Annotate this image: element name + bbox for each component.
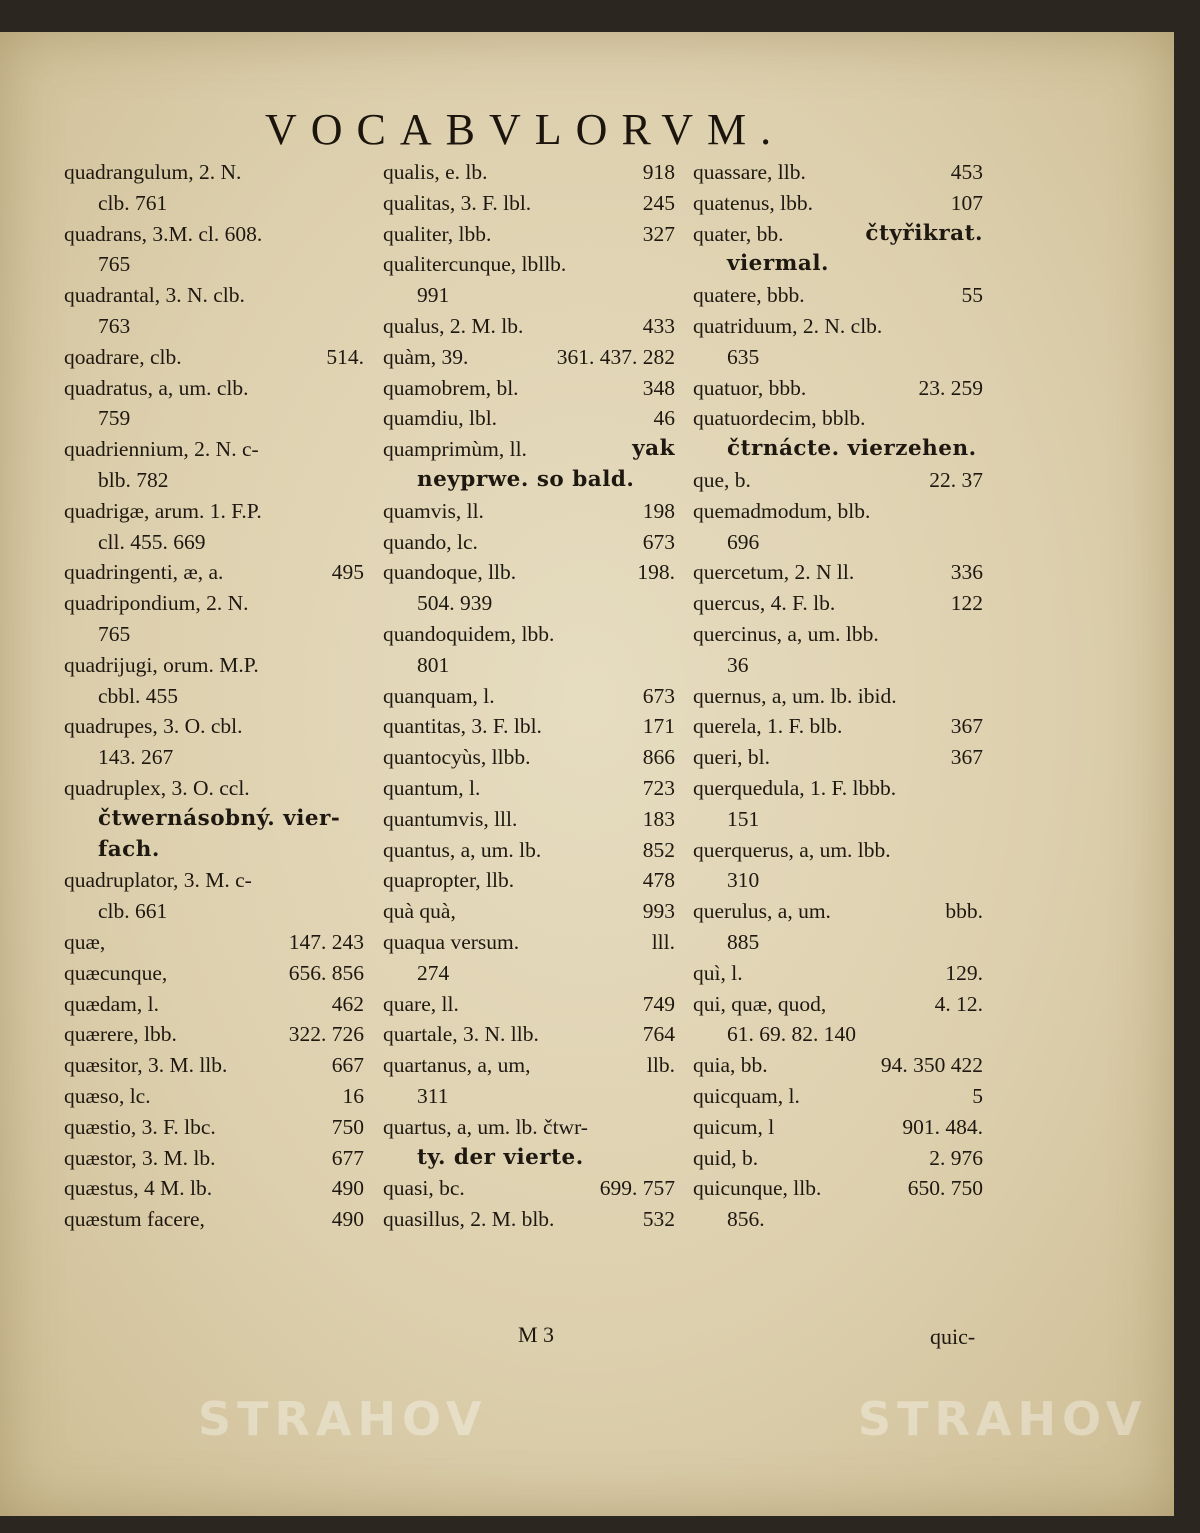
entry-ref: 16	[342, 1083, 364, 1108]
entry-term: quæstus, 4 M. lb.	[64, 1176, 213, 1201]
entry-row	[693, 249, 983, 280]
column-2	[383, 157, 675, 1235]
entry-term: qualis, e. lb.	[383, 160, 488, 184]
entry-term: quamvis, ll.	[383, 498, 484, 523]
entry-row	[693, 496, 983, 527]
entry-row	[383, 342, 675, 373]
entry-term: quàm, 39.	[383, 344, 469, 369]
entry-row	[64, 650, 364, 681]
entry-term: quædam, l.	[64, 991, 159, 1016]
entry-ref: 107	[950, 190, 983, 215]
entry-ref: 901. 484.	[902, 1114, 983, 1139]
entry-row	[383, 557, 675, 588]
entry-row	[64, 896, 364, 927]
entry-term: quercetum, 2. N ll.	[693, 560, 855, 585]
entry-term: ty. der vierte.	[417, 1144, 584, 1170]
entry-row	[693, 1050, 983, 1081]
entry-term: fach.	[98, 836, 160, 862]
entry-row	[64, 527, 364, 558]
entry-row	[383, 835, 675, 866]
entry-ref: 673	[642, 683, 675, 708]
entry-ref: 918	[642, 160, 675, 184]
entry-term: quicunque, llb.	[693, 1176, 822, 1201]
entry-ref: 532	[642, 1207, 675, 1232]
entry-term: 143. 267	[98, 745, 174, 770]
entry-row	[383, 373, 675, 404]
entry-row	[383, 1019, 675, 1050]
entry-term: quid, b.	[693, 1145, 759, 1170]
entry-term: quæstio, 3. F. lbc.	[64, 1114, 216, 1139]
entry-row	[64, 1173, 364, 1204]
entry-row	[693, 711, 983, 742]
entry-row	[64, 958, 364, 989]
entry-term: quadruplex, 3. O. ccl.	[64, 775, 250, 800]
entry-term: 36	[727, 652, 749, 677]
entry-row	[383, 958, 675, 989]
entry-row	[383, 496, 675, 527]
entry-ref: 750	[331, 1114, 364, 1139]
entry-term: 61. 69. 82. 140	[727, 1022, 856, 1047]
entry-row	[383, 1204, 675, 1235]
entry-row	[383, 804, 675, 835]
entry-row	[64, 465, 364, 496]
entry-row	[64, 835, 364, 866]
catchword: quic-	[930, 1324, 976, 1349]
entry-row	[693, 557, 983, 588]
entry-term: 696	[727, 529, 760, 554]
entry-ref: 673	[642, 529, 675, 554]
entry-term: cll. 455. 669	[98, 529, 206, 554]
entry-term: quaqua versum.	[383, 929, 520, 954]
watermark-right: STRAHOV	[858, 1392, 1148, 1446]
entry-term: quartus, a, um. lb. čtwr-	[383, 1114, 588, 1139]
entry-row	[64, 188, 364, 219]
entry-row	[693, 742, 983, 773]
entry-ref: 245	[642, 190, 675, 215]
entry-term: 991	[417, 283, 450, 308]
entry-ref: 433	[642, 313, 675, 338]
entry-row	[383, 1173, 675, 1204]
entry-term: 635	[727, 344, 760, 369]
entry-row	[383, 619, 675, 650]
entry-term: quadrupes, 3. O. cbl.	[64, 714, 243, 739]
entry-row	[64, 927, 364, 958]
entry-term: qualus, 2. M. lb.	[383, 313, 524, 338]
entry-ref: 478	[642, 868, 675, 893]
entry-ref: 2. 976	[929, 1145, 983, 1170]
entry-term: quantus, a, um. lb.	[383, 837, 542, 862]
entry-term: quercus, 4. F. lb.	[693, 591, 836, 616]
entry-row	[383, 188, 675, 219]
entry-row	[383, 742, 675, 773]
entry-term: quadriennium, 2. N. c-	[64, 437, 259, 462]
entry-term: neyprwe. so bald.	[417, 466, 635, 492]
entry-ref: 322. 726	[288, 1022, 364, 1047]
entry-term: 763	[98, 313, 131, 338]
entry-term: 310	[727, 868, 760, 893]
entry-term: quernus, a, um. lb. ibid.	[693, 683, 897, 708]
entry-term: quæcunque,	[64, 960, 168, 985]
entry-row	[693, 188, 983, 219]
entry-row	[383, 1050, 675, 1081]
page-header: VOCABVLORVM.	[265, 105, 786, 154]
entry-term: quamdiu, lbl.	[383, 406, 498, 431]
entry-row	[64, 157, 364, 188]
entry-ref: 183	[642, 806, 675, 831]
entry-term: 885	[727, 929, 760, 954]
entry-ref: 699. 757	[599, 1176, 675, 1201]
entry-row	[64, 311, 364, 342]
entry-term: quadratus, a, um. clb.	[64, 375, 249, 400]
entry-row	[383, 465, 675, 496]
entry-row	[64, 342, 364, 373]
entry-term: quantum, l.	[383, 775, 481, 800]
entry-ref: 852	[642, 837, 675, 862]
entry-row	[693, 280, 983, 311]
entry-row	[693, 527, 983, 558]
entry-term: quærere, lbb.	[64, 1022, 177, 1047]
entry-term: 801	[417, 652, 450, 677]
entry-ref: 462	[331, 991, 364, 1016]
entry-ref: 656. 856	[288, 960, 364, 985]
entry-term: 504. 939	[417, 591, 493, 616]
entry-term: quæ,	[64, 929, 106, 954]
entry-term: quæsitor, 3. M. llb.	[64, 1053, 228, 1078]
entry-row	[693, 1143, 983, 1174]
entry-ref: 147. 243	[288, 929, 364, 954]
entry-ref: 495	[331, 560, 364, 585]
entry-row	[383, 311, 675, 342]
entry-term: qualiter, lbb.	[383, 221, 492, 246]
entry-row	[383, 1081, 675, 1112]
entry-row	[383, 280, 675, 311]
entry-term: quando, lc.	[383, 529, 478, 554]
entry-term: čtrnácte. vierzehen.	[727, 436, 977, 462]
entry-ref: 4. 12.	[934, 991, 983, 1016]
entry-row	[693, 342, 983, 373]
entry-term: qoadrare, clb.	[64, 344, 182, 369]
entry-row	[693, 434, 983, 465]
entry-term: quadruplator, 3. M. c-	[64, 868, 252, 893]
entry-row	[383, 157, 675, 188]
entry-row	[64, 1019, 364, 1050]
entry-term: quia, bb.	[693, 1053, 768, 1078]
entry-ref: 453	[950, 160, 983, 184]
entry-row	[383, 711, 675, 742]
entry-term: quadrantal, 3. N. clb.	[64, 283, 245, 308]
entry-term: quatenus, lbb.	[693, 190, 814, 215]
entry-term: quæstum facere,	[64, 1207, 205, 1232]
entry-term: quartale, 3. N. llb.	[383, 1022, 539, 1047]
entry-ref: 723	[642, 775, 675, 800]
entry-row	[383, 1143, 675, 1174]
entry-row	[693, 311, 983, 342]
entry-row	[383, 865, 675, 896]
entry-term: 759	[98, 406, 131, 431]
entry-row	[383, 773, 675, 804]
entry-ref: 749	[642, 991, 675, 1016]
entry-ref: lll.	[651, 929, 675, 954]
entry-ref: 866	[642, 745, 675, 770]
entry-term: quadripondium, 2. N.	[64, 591, 249, 616]
entry-row	[64, 773, 364, 804]
entry-row	[693, 681, 983, 712]
entry-term: quanquam, l.	[383, 683, 495, 708]
entry-ref: 23. 259	[918, 375, 983, 400]
entry-ref: 367	[950, 745, 983, 770]
entry-ref: 122	[950, 591, 983, 616]
entry-term: qualitercunque, lbllb.	[383, 252, 567, 277]
entry-term: cbbl. 455	[98, 683, 179, 708]
entry-row	[693, 804, 983, 835]
entry-row	[693, 896, 983, 927]
entry-row	[64, 403, 364, 434]
entry-ref: 677	[331, 1145, 364, 1170]
entry-ref: 5	[972, 1083, 983, 1108]
entry-term: quemadmodum, blb.	[693, 498, 871, 523]
entry-term: viermal.	[727, 251, 829, 277]
entry-row	[693, 1112, 983, 1143]
entry-term: quatuor, bbb.	[693, 375, 807, 400]
entry-ref: 327	[642, 221, 675, 246]
entry-ref: 667	[331, 1053, 364, 1078]
entry-row	[693, 989, 983, 1020]
entry-ref: 490	[331, 1176, 364, 1201]
entry-row	[693, 650, 983, 681]
entry-row	[693, 157, 983, 188]
entry-row	[693, 1081, 983, 1112]
entry-row	[693, 403, 983, 434]
entry-term: querquedula, 1. F. lbbb.	[693, 775, 897, 800]
entry-term: qui, quæ, quod,	[693, 991, 827, 1016]
entry-row	[64, 742, 364, 773]
column-1	[64, 157, 364, 1235]
entry-ref: 94. 350 422	[880, 1053, 983, 1078]
entry-row	[693, 1019, 983, 1050]
entry-ref: yak	[632, 436, 675, 462]
entry-row	[64, 280, 364, 311]
entry-row	[383, 527, 675, 558]
entry-term: 311	[417, 1083, 449, 1108]
entry-term: querulus, a, um.	[693, 899, 831, 924]
entry-row	[64, 219, 364, 250]
entry-term: quamobrem, bl.	[383, 375, 519, 400]
entry-row	[64, 1050, 364, 1081]
book-page	[0, 32, 1174, 1516]
entry-row	[64, 373, 364, 404]
entry-term: quatuordecim, bblb.	[693, 406, 866, 431]
entry-term: quandoque, llb.	[383, 560, 517, 585]
entry-row	[383, 403, 675, 434]
entry-row	[64, 804, 364, 835]
entry-row	[383, 219, 675, 250]
entry-row	[383, 1112, 675, 1143]
entry-term: 765	[98, 252, 131, 277]
entry-term: quantumvis, lll.	[383, 806, 518, 831]
entry-term: querquerus, a, um. lbb.	[693, 837, 891, 862]
entry-ref: 129.	[945, 960, 983, 985]
entry-term: quadrijugi, orum. M.P.	[64, 652, 259, 677]
entry-term: quatere, bbb.	[693, 283, 805, 308]
entry-row	[693, 927, 983, 958]
entry-ref: llb.	[646, 1053, 675, 1078]
entry-ref: 198	[642, 498, 675, 523]
entry-row	[693, 219, 983, 250]
entry-row	[693, 1204, 983, 1235]
entry-ref: 367	[950, 714, 983, 739]
entry-row	[64, 1112, 364, 1143]
entry-row	[64, 681, 364, 712]
entry-ref: 361. 437. 282	[556, 344, 675, 369]
entry-ref: 198.	[637, 560, 675, 585]
entry-term: quandoquidem, lbb.	[383, 621, 555, 646]
entry-row	[383, 989, 675, 1020]
entry-term: quare, ll.	[383, 991, 459, 1016]
entry-row	[383, 927, 675, 958]
entry-row	[693, 588, 983, 619]
entry-term: quadrigæ, arum. 1. F.P.	[64, 498, 262, 523]
entry-ref: 993	[642, 899, 675, 924]
entry-term: quadringenti, æ, a.	[64, 560, 224, 585]
entry-term: 151	[727, 806, 760, 831]
entry-row	[383, 681, 675, 712]
entry-ref: 22. 37	[929, 467, 983, 492]
entry-row	[64, 619, 364, 650]
entry-row	[64, 434, 364, 465]
entry-term: 274	[417, 960, 450, 985]
entry-row	[693, 1173, 983, 1204]
entry-term: quasi, bc.	[383, 1176, 465, 1201]
entry-ref: bbb.	[945, 899, 983, 924]
entry-term: quadrans, 3.M. cl. 608.	[64, 221, 263, 246]
entry-row	[64, 557, 364, 588]
entry-row	[693, 958, 983, 989]
entry-term: 765	[98, 621, 131, 646]
entry-ref: 348	[642, 375, 675, 400]
entry-row	[693, 835, 983, 866]
entry-ref: 514.	[326, 344, 364, 369]
entry-row	[64, 1143, 364, 1174]
entry-row	[693, 619, 983, 650]
entry-term: quapropter, llb.	[383, 868, 515, 893]
entry-row	[64, 496, 364, 527]
entry-term: quassare, llb.	[693, 160, 806, 184]
entry-term: clb. 661	[98, 899, 168, 924]
entry-row	[383, 249, 675, 280]
entry-ref: 171	[642, 714, 675, 739]
entry-ref: 46	[653, 406, 675, 431]
entry-term: blb. 782	[98, 467, 169, 492]
entry-term: quercinus, a, um. lbb.	[693, 621, 879, 646]
entry-row	[64, 588, 364, 619]
entry-term: qualitas, 3. F. lbl.	[383, 190, 532, 215]
entry-row	[64, 711, 364, 742]
entry-row	[693, 373, 983, 404]
entry-term: quatriduum, 2. N. clb.	[693, 313, 883, 338]
entry-term: quæstor, 3. M. lb.	[64, 1145, 216, 1170]
entry-ref: 650. 750	[907, 1176, 983, 1201]
entry-ref: čtyřikrat.	[865, 220, 983, 246]
entry-term: quicum, l	[693, 1114, 775, 1139]
entry-term: čtwernásobný. vier-	[98, 805, 341, 831]
entry-term: quamprimùm, ll.	[383, 437, 527, 462]
entry-term: quà quà,	[383, 899, 456, 924]
entry-term: quantitas, 3. F. lbl.	[383, 714, 542, 739]
entry-row	[383, 588, 675, 619]
entry-term: quantocyùs, llbb.	[383, 745, 531, 770]
entry-row	[383, 896, 675, 927]
column-3	[693, 157, 983, 1235]
entry-term: quasillus, 2. M. blb.	[383, 1207, 555, 1232]
signature-mark: M 3	[518, 1322, 555, 1347]
entry-row	[64, 1204, 364, 1235]
entry-ref: 764	[642, 1022, 675, 1047]
entry-term: que, b.	[693, 467, 751, 492]
entry-ref: 55	[961, 283, 983, 308]
entry-term: quì, l.	[693, 960, 743, 985]
entry-row	[383, 650, 675, 681]
entry-term: 856.	[727, 1207, 765, 1232]
entry-ref: 490	[331, 1207, 364, 1232]
entry-row	[64, 1081, 364, 1112]
entry-row	[383, 434, 675, 465]
entry-term: quadrangulum, 2. N.	[64, 160, 242, 184]
entry-term: queri, bl.	[693, 745, 771, 770]
entry-term: clb. 761	[98, 190, 168, 215]
entry-ref: 336	[950, 560, 983, 585]
entry-term: quicquam, l.	[693, 1083, 800, 1108]
entry-row	[693, 865, 983, 896]
entry-row	[693, 773, 983, 804]
entry-term: quater, bb.	[693, 221, 784, 246]
entry-row	[64, 249, 364, 280]
entry-row	[64, 989, 364, 1020]
entry-term: querela, 1. F. blb.	[693, 714, 843, 739]
entry-term: quæso, lc.	[64, 1083, 151, 1108]
entry-row	[693, 465, 983, 496]
entry-term: quartanus, a, um,	[383, 1053, 531, 1078]
entry-row	[64, 865, 364, 896]
watermark-left: STRAHOV	[198, 1392, 488, 1446]
